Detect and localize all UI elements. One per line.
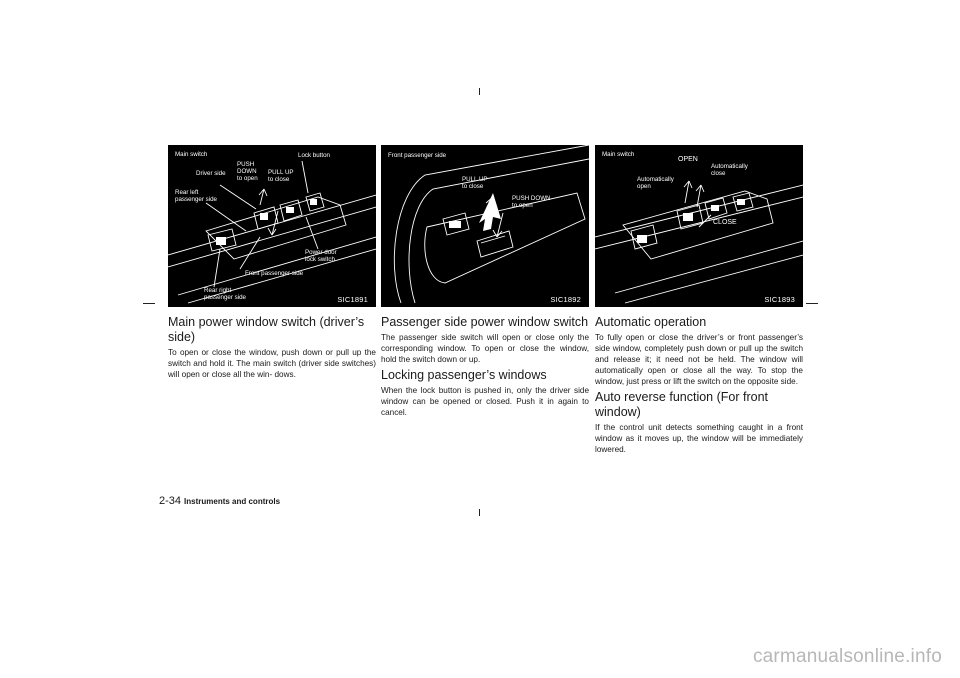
label-pull-up: PULL UP to close	[268, 169, 294, 183]
label-push-down: PUSH DOWN to open	[512, 195, 551, 209]
crop-mark-bottom	[479, 509, 480, 516]
page-number: 2-34	[159, 495, 182, 507]
label-main-switch: Main switch	[175, 151, 208, 158]
page-footer	[159, 491, 280, 509]
figure-code: SIC1891	[337, 295, 368, 304]
label-main-switch: Main switch	[602, 151, 635, 158]
crop-mark-right	[806, 303, 818, 304]
main-switch-figure	[168, 145, 376, 307]
passenger-switch-figure	[381, 145, 589, 307]
label-close: CLOSE	[713, 219, 737, 226]
heading-passenger-side-switch: Passenger side power window switch	[381, 315, 589, 329]
label-power-door-lock: Power door lock switch	[305, 249, 337, 263]
label-automatically-close: Automatically close	[711, 163, 748, 177]
label-rear-left: Rear left passenger side	[175, 189, 217, 203]
crop-mark-left	[143, 303, 155, 304]
heading-main-power-window-switch: Main power window switch (driver’s side)	[168, 315, 365, 344]
watermark: carmanualsonline.info	[752, 646, 942, 667]
section-title: Instruments and controls	[184, 497, 281, 506]
automatic-operation-figure	[595, 145, 803, 307]
heading-auto-reverse: Auto reverse function (For front window)	[595, 390, 768, 419]
label-lock-button: Lock button	[298, 152, 330, 159]
middle-column	[381, 145, 589, 418]
heading-automatic-operation: Automatic operation	[595, 315, 707, 329]
label-rear-right: Rear right passenger side	[204, 287, 246, 301]
passenger-switch-illustration	[381, 145, 589, 307]
paragraph-passenger-switch: The passenger side switch will open or close only the corresponding window. To open or close the window, hold the switch down or up.	[381, 333, 589, 364]
label-front-passenger: Front passenger side	[245, 270, 304, 277]
label-pull-up: PULL UP to close	[462, 176, 488, 190]
automatic-switch-illustration	[595, 145, 803, 307]
label-open: OPEN	[678, 156, 698, 163]
figure-code: SIC1892	[550, 295, 581, 304]
label-automatically-open: Automatically open	[637, 176, 674, 190]
right-column	[595, 145, 803, 455]
label-push-down: PUSH DOWN to open	[237, 161, 258, 182]
label-driver-side: Driver side	[196, 170, 226, 177]
figure-code: SIC1893	[764, 295, 795, 304]
paragraph-main-switch: To open or close the window, push down or pull up the switch and hold it. The main switch (driver side switches) will open or close all the win- dows.	[168, 348, 376, 379]
left-column	[168, 145, 376, 380]
paragraph-auto-reverse: If the control unit detects something caught in a front window as it moves up, the window will be immediately lowered.	[595, 423, 803, 454]
heading-locking-passenger-windows: Locking passenger’s windows	[381, 368, 547, 382]
paragraph-automatic-operation: To fully open or close the driver’s or front passenger’s side window, completely push down or pull up the switch and release it; it need not be held. The window will automatically open or close all the way. To stop the window, just press or lift the switch on the opposite side.	[595, 333, 803, 386]
label-front-passenger-side: Front passenger side	[388, 152, 447, 159]
crop-mark-top	[479, 88, 480, 95]
paragraph-locking: When the lock button is pushed in, only the driver side window can be opened or closed. Push it in again to cancel.	[381, 386, 589, 417]
